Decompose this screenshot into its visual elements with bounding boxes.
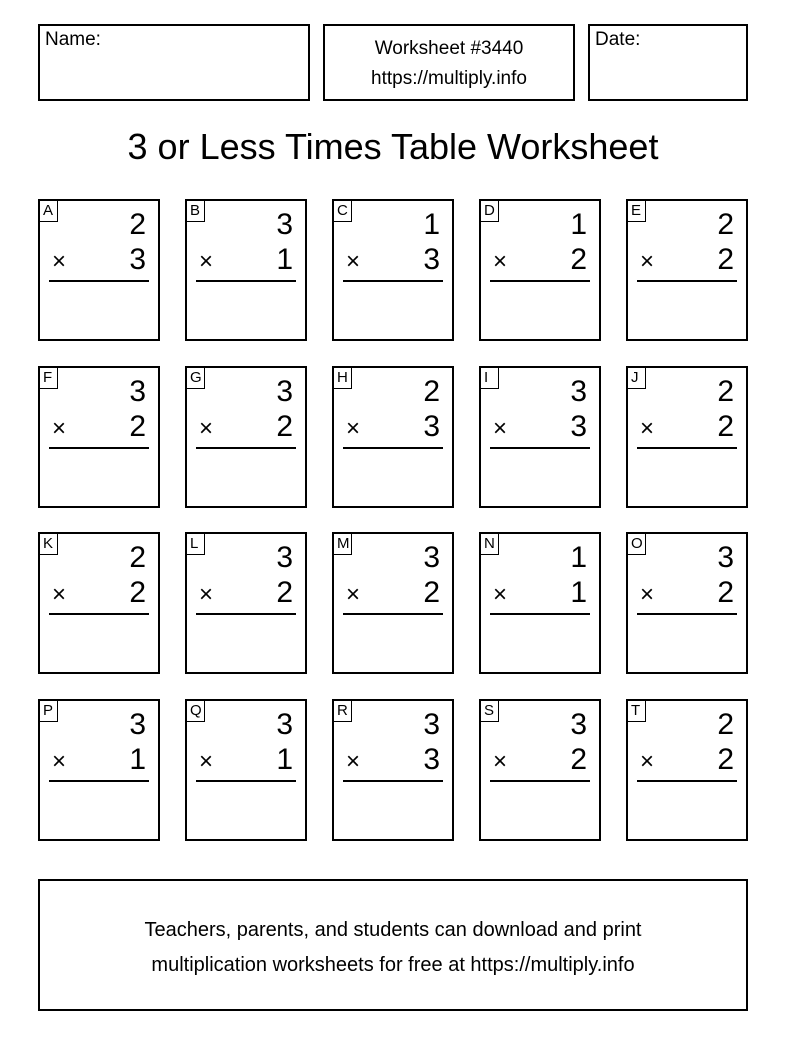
answer-rule	[49, 447, 149, 449]
footer-box	[38, 879, 748, 1011]
multiply-sign: ×	[640, 581, 655, 608]
problem-card	[332, 699, 454, 841]
multiplier: 2	[717, 410, 734, 443]
answer-rule	[637, 280, 737, 282]
date-label: Date:	[595, 29, 641, 50]
multiplicand: 2	[717, 208, 734, 241]
problem-card	[626, 532, 748, 674]
problem-letter: K	[39, 533, 58, 555]
answer-rule	[49, 613, 149, 615]
problem-letter: E	[627, 200, 646, 222]
answer-rule	[49, 780, 149, 782]
multiplicand: 1	[570, 208, 587, 241]
multiplier: 3	[570, 410, 587, 443]
problem-card	[332, 199, 454, 341]
problem-card	[38, 366, 160, 508]
name-label: Name:	[45, 29, 101, 50]
multiplier: 2	[570, 243, 587, 276]
problem-card	[626, 199, 748, 341]
problem-letter: O	[627, 533, 646, 555]
answer-rule	[343, 447, 443, 449]
multiply-sign: ×	[493, 248, 508, 275]
multiply-sign: ×	[346, 748, 361, 775]
multiplicand: 3	[129, 375, 146, 408]
answer-rule	[196, 780, 296, 782]
problem-letter: J	[627, 367, 646, 389]
answer-rule	[49, 280, 149, 282]
multiplier: 3	[423, 410, 440, 443]
problem-letter: C	[333, 200, 352, 222]
multiply-sign: ×	[52, 415, 67, 442]
multiplier: 2	[717, 576, 734, 609]
problem-letter: Q	[186, 700, 205, 722]
answer-rule	[637, 613, 737, 615]
multiply-sign: ×	[493, 581, 508, 608]
multiply-sign: ×	[52, 748, 67, 775]
multiplier: 2	[129, 576, 146, 609]
answer-rule	[490, 447, 590, 449]
multiplier: 2	[570, 743, 587, 776]
multiplicand: 2	[129, 208, 146, 241]
multiplicand: 1	[570, 541, 587, 574]
multiplier: 2	[129, 410, 146, 443]
problem-letter: M	[333, 533, 352, 555]
problem-letter: R	[333, 700, 352, 722]
multiply-sign: ×	[199, 415, 214, 442]
multiplier: 1	[276, 243, 293, 276]
multiplier: 2	[276, 576, 293, 609]
problem-letter: T	[627, 700, 646, 722]
multiply-sign: ×	[493, 415, 508, 442]
problem-letter: A	[39, 200, 58, 222]
multiplicand: 3	[717, 541, 734, 574]
footer-line-2: multiplication worksheets for free at https://multiply.info	[151, 954, 635, 976]
problem-letter: H	[333, 367, 352, 389]
answer-rule	[343, 613, 443, 615]
problem-card	[626, 699, 748, 841]
multiplier: 2	[717, 743, 734, 776]
multiply-sign: ×	[199, 581, 214, 608]
problem-card	[479, 366, 601, 508]
multiplicand: 2	[423, 375, 440, 408]
multiply-sign: ×	[52, 248, 67, 275]
problem-card	[479, 699, 601, 841]
answer-rule	[637, 447, 737, 449]
multiply-sign: ×	[52, 581, 67, 608]
problem-letter: G	[186, 367, 205, 389]
problem-letter: N	[480, 533, 499, 555]
answer-rule	[637, 780, 737, 782]
problem-letter: D	[480, 200, 499, 222]
multiplicand: 2	[717, 708, 734, 741]
multiply-sign: ×	[346, 415, 361, 442]
multiplier: 1	[276, 743, 293, 776]
footer-line-1: Teachers, parents, and students can download and print	[144, 919, 642, 941]
problem-card	[185, 366, 307, 508]
multiplicand: 3	[423, 541, 440, 574]
problem-letter: B	[186, 200, 205, 222]
multiplier: 3	[423, 743, 440, 776]
multiplier: 3	[423, 243, 440, 276]
multiply-sign: ×	[640, 248, 655, 275]
multiplicand: 3	[276, 208, 293, 241]
problem-card	[185, 699, 307, 841]
multiply-sign: ×	[346, 581, 361, 608]
problem-card	[479, 532, 601, 674]
multiplicand: 3	[276, 708, 293, 741]
problem-letter: P	[39, 700, 58, 722]
multiply-sign: ×	[640, 748, 655, 775]
multiply-sign: ×	[346, 248, 361, 275]
problem-letter: S	[480, 700, 499, 722]
problem-card	[38, 199, 160, 341]
answer-rule	[343, 780, 443, 782]
multiplier: 2	[717, 243, 734, 276]
name-field-box	[38, 24, 310, 101]
multiplicand: 3	[129, 708, 146, 741]
problem-card	[38, 699, 160, 841]
problem-card	[332, 366, 454, 508]
problem-card	[185, 532, 307, 674]
problem-card	[626, 366, 748, 508]
multiplier: 3	[129, 243, 146, 276]
answer-rule	[196, 280, 296, 282]
problem-letter: F	[39, 367, 58, 389]
multiplicand: 2	[129, 541, 146, 574]
problem-card	[332, 532, 454, 674]
multiplier: 2	[276, 410, 293, 443]
answer-rule	[490, 780, 590, 782]
date-field-box	[588, 24, 748, 101]
answer-rule	[490, 280, 590, 282]
multiply-sign: ×	[493, 748, 508, 775]
multiplicand: 3	[276, 375, 293, 408]
problem-letter: I	[480, 367, 499, 389]
multiply-sign: ×	[199, 248, 214, 275]
multiplicand: 3	[570, 708, 587, 741]
answer-rule	[343, 280, 443, 282]
multiplicand: 1	[423, 208, 440, 241]
multiplicand: 3	[423, 708, 440, 741]
multiply-sign: ×	[199, 748, 214, 775]
multiplier: 1	[570, 576, 587, 609]
worksheet-url: https://multiply.info	[371, 68, 527, 89]
problem-letter: L	[186, 533, 205, 555]
problem-card	[479, 199, 601, 341]
multiply-sign: ×	[640, 415, 655, 442]
worksheet-info-box	[323, 24, 575, 101]
multiplicand: 3	[570, 375, 587, 408]
answer-rule	[196, 613, 296, 615]
page-title: 3 or Less Times Table Worksheet	[127, 126, 659, 167]
multiplier: 1	[129, 743, 146, 776]
answer-rule	[490, 613, 590, 615]
problem-card	[38, 532, 160, 674]
multiplicand: 3	[276, 541, 293, 574]
multiplicand: 2	[717, 375, 734, 408]
problem-card	[185, 199, 307, 341]
worksheet-number: Worksheet #3440	[374, 38, 524, 59]
answer-rule	[196, 447, 296, 449]
multiplier: 2	[423, 576, 440, 609]
